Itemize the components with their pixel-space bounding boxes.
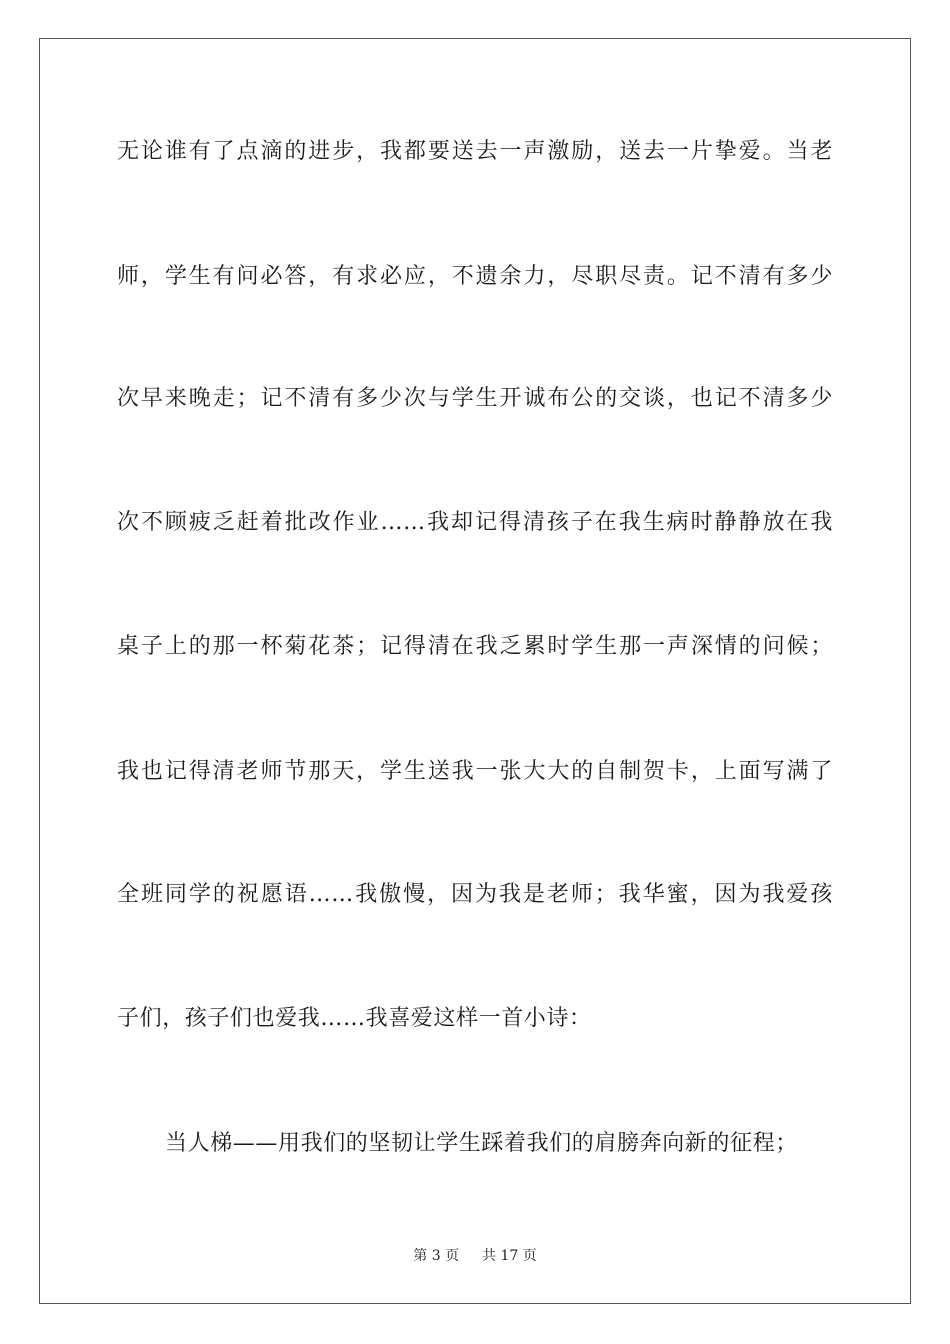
paragraph-line: 无论谁有了点滴的进步，我都要送去一声激励，送去一片挚爱。当老 xyxy=(117,139,833,164)
page-number: 第 3 页 xyxy=(413,1248,460,1264)
paragraph-line: 子们，孩子们也爱我……我喜爱这样一首小诗： xyxy=(117,1006,592,1031)
paragraph-line: 次早来晚走；记不清有多少次与学生开诚布公的交谈，也记不清多少 xyxy=(117,386,833,411)
paragraph-line-indented: 当人梯——用我们的坚韧让学生踩着我们的肩膀奔向新的征程； xyxy=(165,1131,798,1156)
page-border xyxy=(39,38,911,1304)
paragraph-line: 我也记得清老师节那天，学生送我一张大大的自制贺卡，上面写满了 xyxy=(117,759,833,784)
page-total: 共 17 页 xyxy=(482,1248,537,1264)
page-footer xyxy=(0,1247,950,1265)
paragraph-line: 师，学生有问必答，有求必应，不遗余力，尽职尽责。记不清有多少 xyxy=(117,264,833,289)
paragraph-line: 全班同学的祝愿语……我傲慢，因为我是老师；我华蜜，因为我爱孩 xyxy=(117,882,833,907)
paragraph-line: 次不顾疲乏赶着批改作业……我却记得清孩子在我生病时静静放在我 xyxy=(117,510,833,535)
paragraph-line: 桌子上的那一杯菊花茶；记得清在我乏累时学生那一声深情的问候； xyxy=(117,634,833,659)
